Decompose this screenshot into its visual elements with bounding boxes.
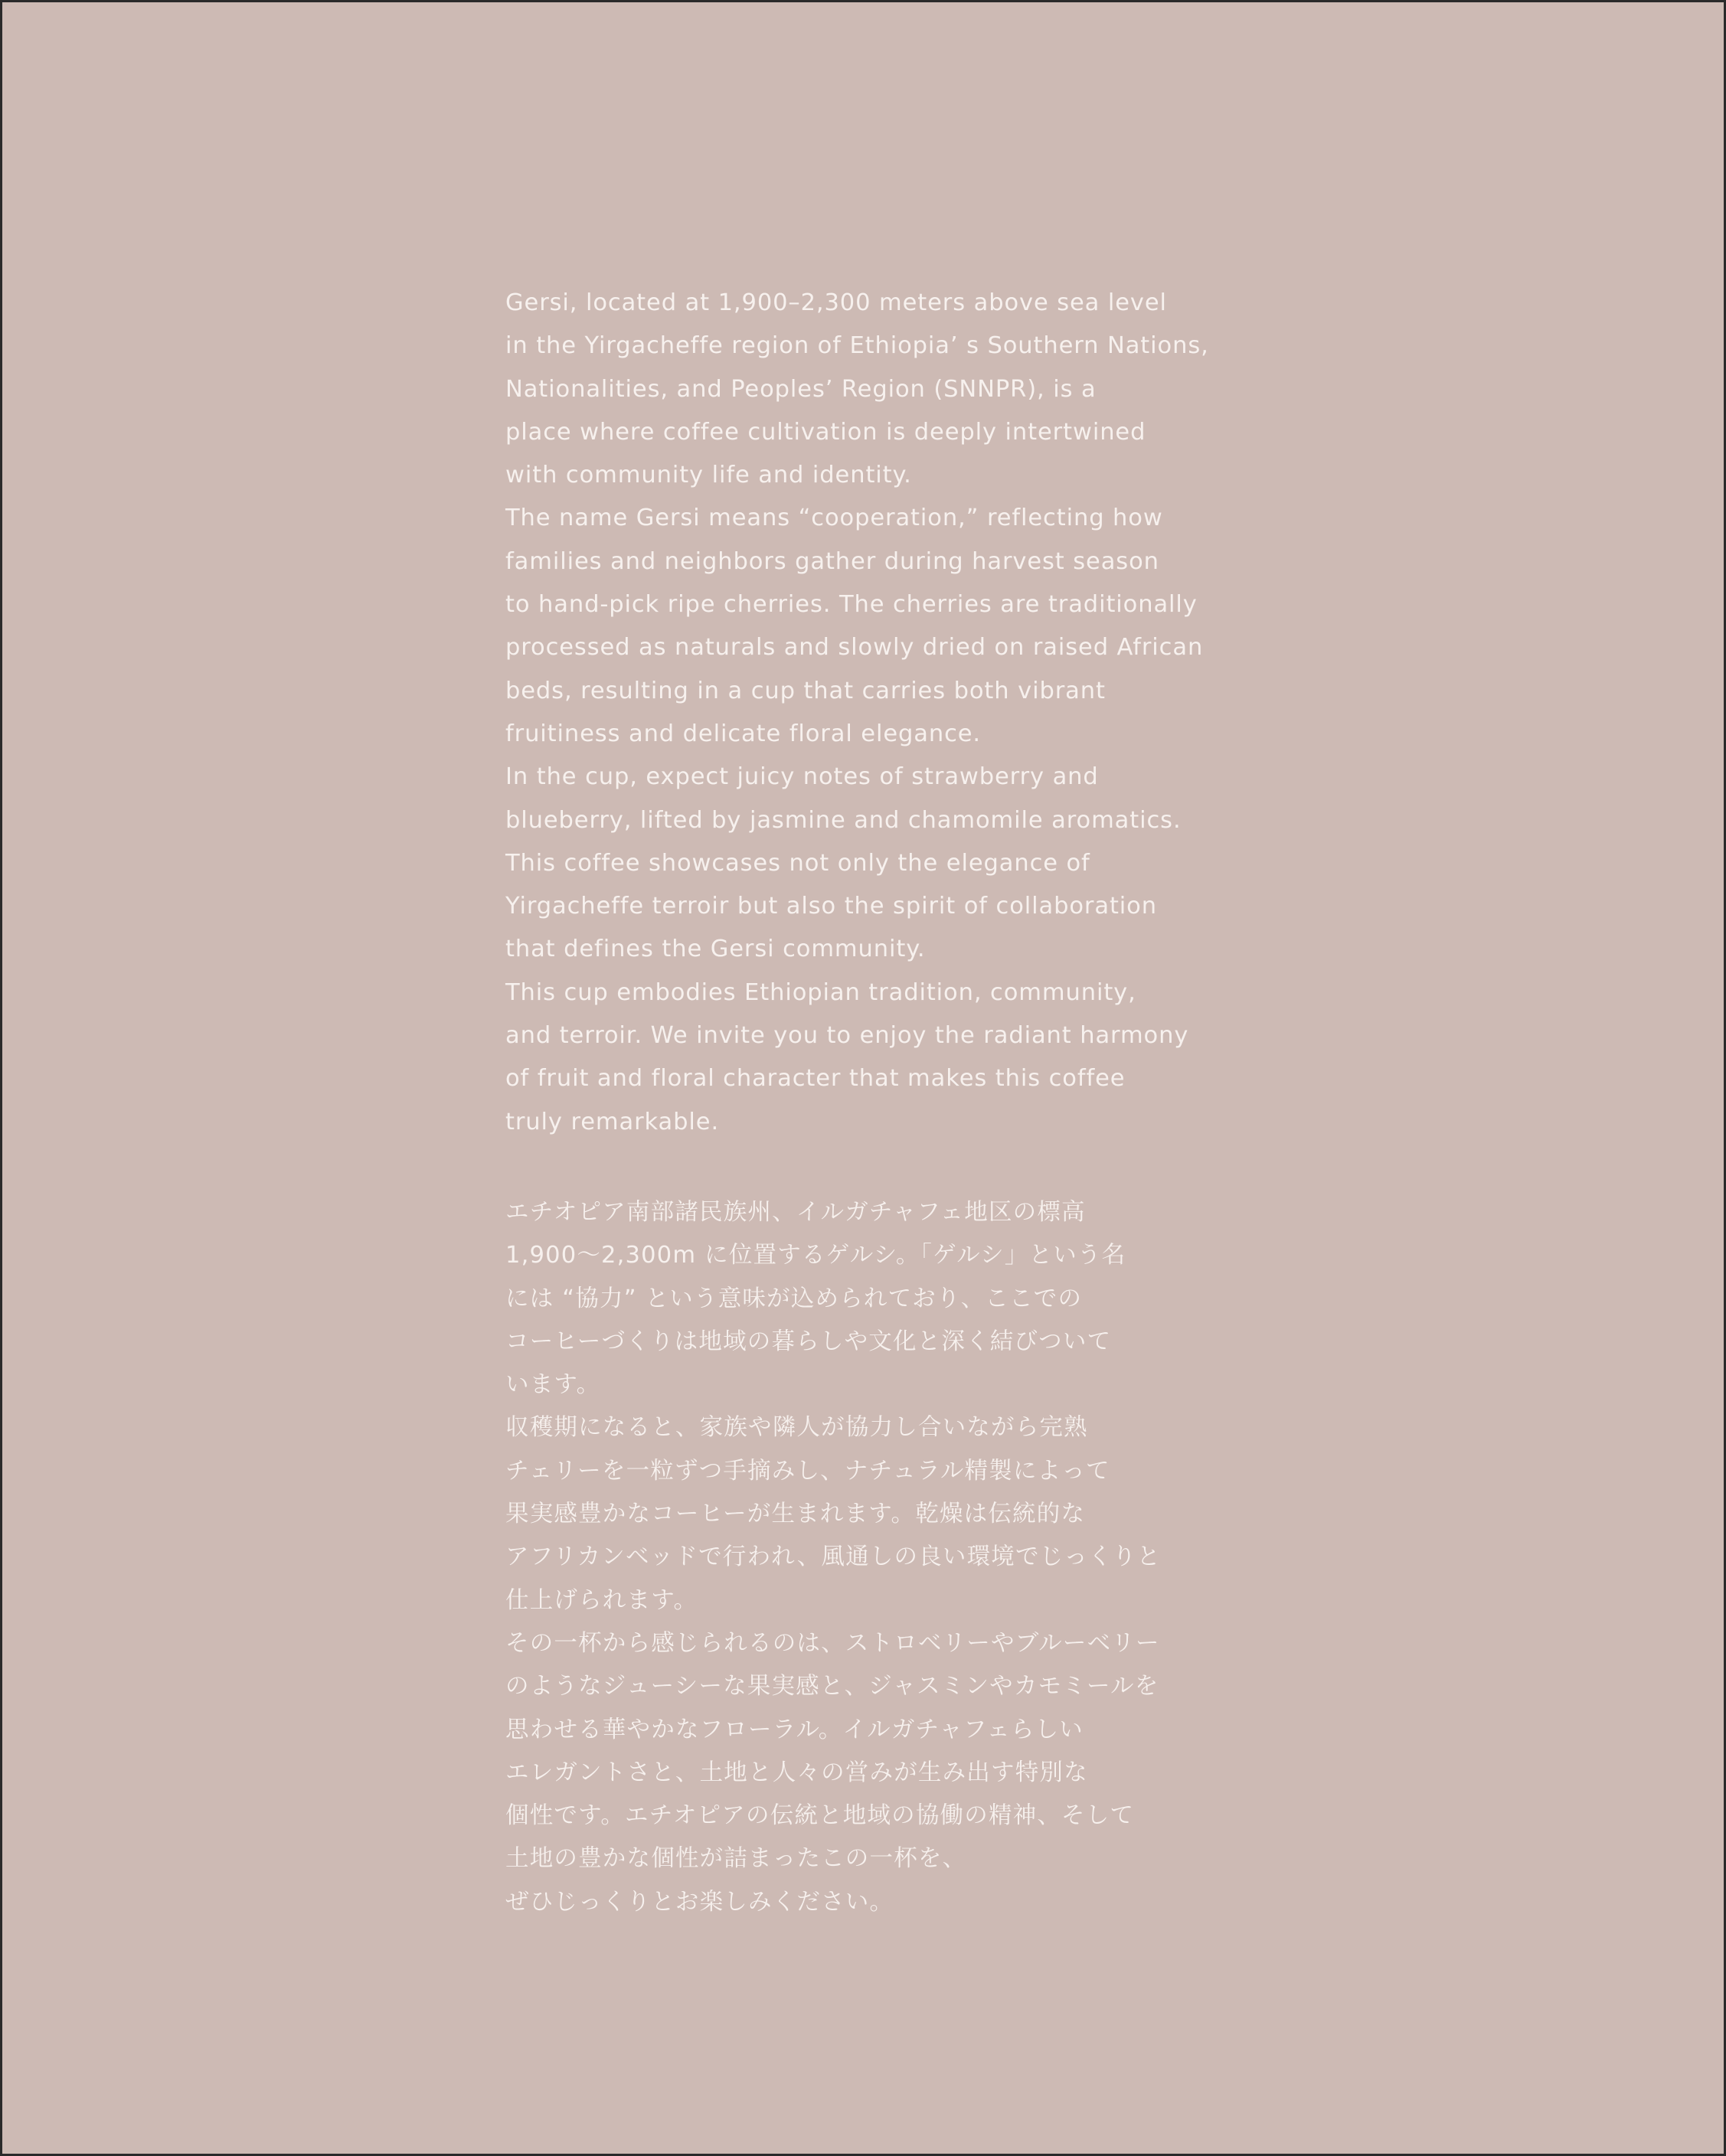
text-line: います。 — [505, 1371, 601, 1399]
text-line: This coffee showcases not only the elegance of — [505, 849, 1090, 877]
text-line: This cup embodies Ethiopian tradition, community, — [505, 978, 1136, 1006]
text-line: 1,900〜2,300m に位置するゲルシ。「ゲルシ」という名 — [505, 1242, 1126, 1269]
text-line: beds, resulting in a cup that carries both vibrant — [505, 677, 1106, 704]
text-line: to hand-pick ripe cherries. The cherries are traditionally — [505, 591, 1198, 619]
text-line: コーヒーづくりは地域の暮らしや文化と深く結びついて — [505, 1328, 1112, 1355]
text-line: エチオピア南部諸民族州、イルガチャフェ地区の標高 — [505, 1198, 1086, 1226]
text-line: Yirgacheffe terroir but also the spirit of collaboration — [505, 893, 1157, 920]
text-line: in the Yirgacheffe region of Ethiopia’ s Southern Nations, — [505, 332, 1209, 360]
text-line: with community life and identity. — [505, 462, 912, 489]
text-line: In the cup, expect juicy notes of strawberry and — [505, 763, 1099, 791]
text-line: には “協力” という意味が込められており、ここでの — [505, 1285, 1083, 1312]
text-line: fruitiness and delicate floral elegance. — [505, 720, 981, 747]
text-line: blueberry, lifted by jasmine and chamomile aromatics. — [505, 806, 1182, 834]
text-line: Nationalities, and Peoples’ Region (SNNPR), is a — [505, 375, 1097, 403]
text-line: エレガントさと、土地と人々の営みが生み出す特別な — [505, 1759, 1088, 1786]
text-line: and terroir. We invite you to enjoy the radiant harmony — [505, 1022, 1189, 1050]
text-line: その一杯から感じられるのは、ストロベリーやブルーベリー — [505, 1629, 1160, 1657]
text-line: 個性です。エチオピアの伝統と地域の協働の精神、そして — [505, 1802, 1135, 1830]
japanese-paragraph-cup-notes — [505, 1622, 1204, 1924]
text-line: のようなジューシーな果実感と、ジャスミンやカモミールを — [505, 1673, 1159, 1700]
english-paragraph-origin — [505, 282, 1209, 497]
text-line: チェリーを一粒ずつ手摘みし、ナチュラル精製によって — [505, 1457, 1110, 1485]
text-line: ぜひじっくりとお楽しみください。 — [505, 1888, 894, 1916]
text-line: of fruit and floral character that makes this coffee — [505, 1065, 1126, 1093]
text-line: families and neighbors gather during harvest season — [505, 547, 1159, 575]
japanese-paragraph-origin — [505, 1191, 1204, 1406]
text-line: place where coffee cultivation is deeply intertwined — [505, 418, 1146, 446]
description-text-block — [505, 282, 1209, 1924]
text-line: The name Gersi means “cooperation,” reflecting how — [505, 505, 1163, 532]
text-line: processed as naturals and slowly dried on raised African — [505, 634, 1204, 662]
text-line: that defines the Gersi community. — [505, 936, 926, 963]
text-line: 収穫期になると、家族や隣人が協力し合いながら完熟 — [505, 1414, 1088, 1442]
japanese-text-block — [505, 1191, 1204, 1924]
text-line: 思わせる華やかなフローラル。イルガチャフェらしい — [505, 1716, 1084, 1743]
english-paragraph-closing — [505, 972, 1204, 1144]
english-paragraph-cup-notes — [505, 756, 1204, 971]
text-line: 土地の豊かな個性が詰まったこの一杯を、 — [505, 1845, 967, 1873]
text-line: アフリカンベッドで行われ、風通しの良い環境でじっくりと — [505, 1544, 1162, 1571]
text-line: 仕上げられます。 — [505, 1586, 698, 1614]
text-line: 果実感豊かなコーヒーが生まれます。乾燥は伝統的な — [505, 1501, 1086, 1528]
text-line: truly remarkable. — [505, 1108, 720, 1135]
japanese-paragraph-harvest — [505, 1406, 1204, 1622]
english-paragraph-name-meaning — [505, 497, 1204, 756]
text-line: Gersi, located at 1,900–2,300 meters above sea level — [505, 289, 1167, 316]
